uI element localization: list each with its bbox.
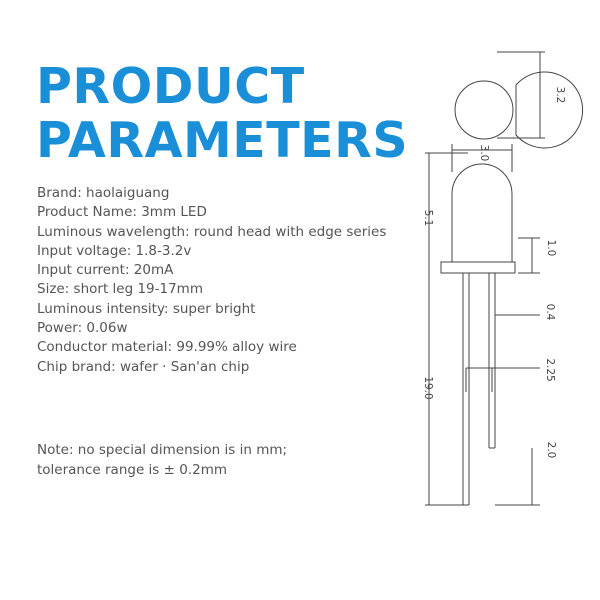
param-product-name: Product Name: 3mm LED — [37, 204, 207, 221]
title-line-1: PRODUCT — [36, 58, 305, 115]
param-luminous-intensity: Luminous intensity: super bright — [37, 300, 256, 317]
led-top-view-inner — [455, 81, 513, 139]
param-luminous-wavelength: Luminous wavelength: round head with edge series — [37, 223, 387, 240]
dim-label-lead-width: 0.4 — [544, 303, 556, 321]
param-chip-brand: Chip brand: wafer · San'an chip — [37, 358, 250, 375]
param-input-voltage: Input voltage: 1.8-3.2v — [37, 242, 192, 259]
dim-label-lead-length: 19.0 — [422, 376, 434, 400]
dim-label-body-height: 5.1 — [422, 209, 434, 227]
led-flange — [441, 262, 515, 273]
note-line-1: Note: no special dimension is in mm; — [37, 442, 288, 458]
led-body — [452, 164, 512, 262]
param-brand: Brand: haolaiguang — [37, 185, 170, 201]
dim-label-lead-spacing: 2.25 — [544, 358, 556, 382]
param-power: Power: 0.06w — [37, 320, 128, 337]
param-conductor-material: Conductor material: 99.99% alloy wire — [37, 339, 297, 356]
note-line-2: tolerance range is ± 0.2mm — [37, 461, 228, 478]
param-size: Size: short leg 19-17mm — [37, 281, 203, 298]
led-top-view-outer — [516, 72, 583, 148]
title-line-2: PARAMETERS — [36, 112, 409, 169]
dim-label-top-diameter: 3.2 — [554, 86, 566, 104]
dim-label-flange-height: 1.0 — [545, 239, 557, 257]
param-input-current: Input current: 20mA — [37, 262, 174, 279]
dim-label-lead-offset: 2.0 — [545, 441, 557, 459]
dim-label-body-width: 3.0 — [478, 144, 490, 162]
